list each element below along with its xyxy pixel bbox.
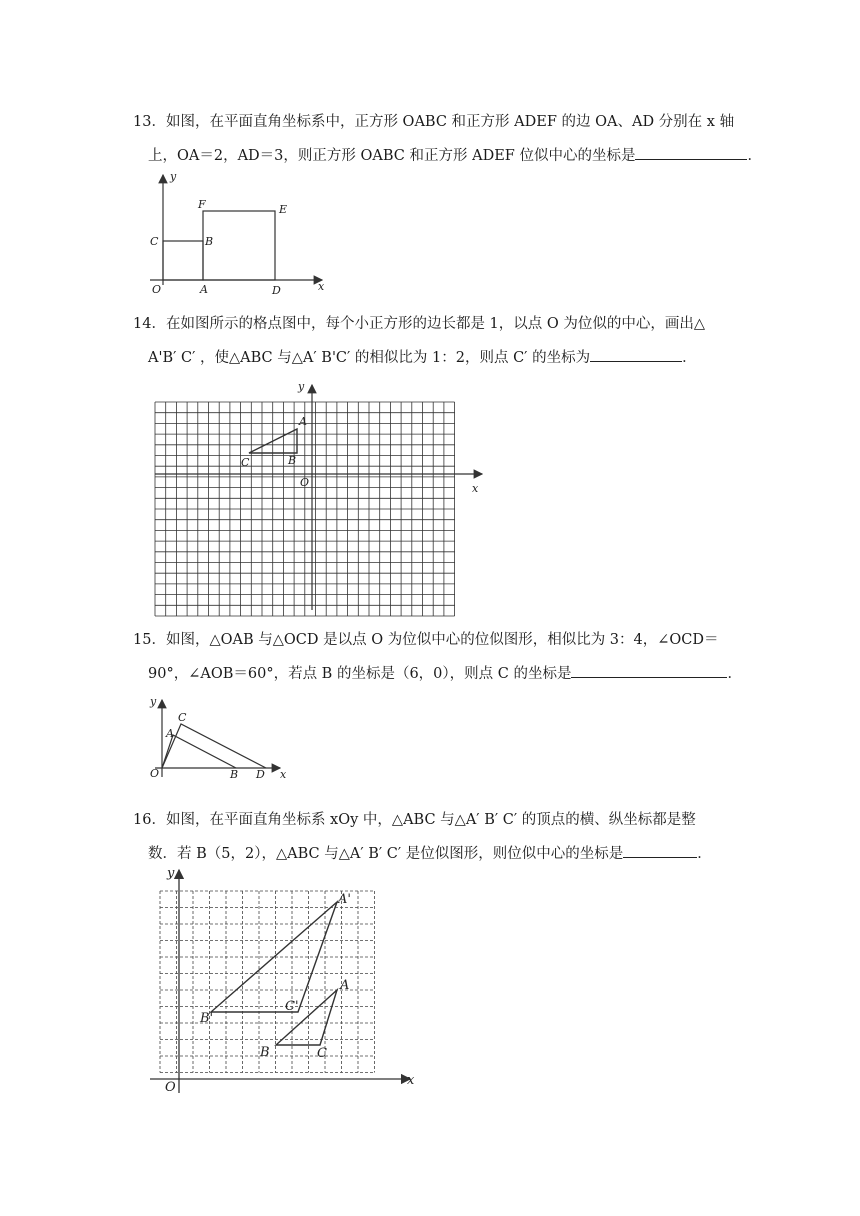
question-text-line2: A'B′ C′ ，使△ABC 与△A′ B'C′ 的相似比为 1：2，则点 C′ 的坐标为: [148, 350, 591, 366]
figure-13: [140, 170, 340, 300]
question-15: [133, 623, 742, 691]
question-number: 14．: [133, 316, 166, 332]
label-y: y: [167, 866, 175, 881]
question-end: ．: [727, 666, 742, 682]
label-E: E: [279, 203, 288, 216]
label-B-prime: B': [200, 1011, 214, 1026]
question-number: 16．: [133, 812, 166, 828]
label-D: D: [272, 284, 281, 297]
question-number: 15．: [133, 632, 166, 648]
label-x: x: [280, 768, 287, 781]
answer-blank[interactable]: [590, 345, 682, 362]
question-16: [133, 803, 733, 871]
label-y: y: [150, 695, 157, 708]
label-F: F: [198, 198, 206, 211]
question-end: ．: [697, 846, 712, 862]
question-14: [133, 307, 733, 375]
label-A: A: [200, 283, 208, 296]
label-O: O: [152, 283, 162, 296]
label-B: B: [260, 1045, 270, 1060]
question-13: [133, 105, 762, 173]
label-C: C: [317, 1046, 327, 1061]
question-end: ．: [747, 148, 762, 164]
label-x: x: [472, 482, 479, 495]
label-D: D: [256, 768, 265, 781]
label-C: C: [241, 456, 250, 469]
answer-blank[interactable]: [571, 661, 727, 678]
label-y: y: [298, 380, 305, 393]
label-C: C: [178, 711, 187, 724]
label-C: C: [150, 235, 159, 248]
figure-16: [145, 865, 420, 1095]
question-text-line1: 如图，在平面直角坐标系中，正方形 OABC 和正方形 ADEF 的边 OA、AD 分别在 x 轴: [165, 114, 735, 130]
question-text-line1: 在如图所示的格点图中，每个小正方形的边长都是 1，以点 O 为位似的中心，画出△: [165, 316, 706, 332]
label-A: A: [299, 415, 307, 428]
question-text-line2: 数．若 B（5，2），△ABC 与△A′ B′ C′ 是位似图形，则位似中心的坐标是: [148, 846, 624, 862]
question-text-line2: 上，OA＝2，AD＝3，则正方形 OABC 和正方形 ADEF 位似中心的坐标是: [148, 148, 636, 164]
label-x: x: [407, 1073, 415, 1088]
figure-14: [150, 380, 490, 615]
label-O: O: [300, 476, 310, 489]
question-number: 13．: [133, 114, 166, 130]
label-A-prime: A': [338, 892, 351, 907]
label-A: A: [340, 978, 350, 993]
question-end: ．: [682, 350, 697, 366]
label-C-prime: C': [285, 999, 299, 1014]
label-B: B: [230, 768, 239, 781]
label-A: A: [166, 727, 174, 740]
answer-blank[interactable]: [635, 143, 747, 160]
figure-15: [145, 695, 295, 785]
label-B: B: [205, 235, 214, 248]
label-y: y: [170, 170, 177, 183]
label-B: B: [288, 454, 297, 467]
question-text-line1: 如图，△OAB 与△OCD 是以点 O 为位似中心的位似图形，相似比为 3：4，∠OCD＝: [165, 632, 719, 648]
label-x: x: [318, 280, 325, 293]
question-text-line1: 如图，在平面直角坐标系 xOy 中，△ABC 与△A′ B′ C′ 的顶点的横、纵坐标都是整: [165, 812, 696, 828]
answer-blank[interactable]: [623, 841, 697, 858]
label-O: O: [150, 767, 160, 780]
label-O: O: [165, 1080, 176, 1095]
question-text-line2: 90°，∠AOB＝60°，若点 B 的坐标是（6，0），则点 C 的坐标是: [148, 666, 572, 682]
